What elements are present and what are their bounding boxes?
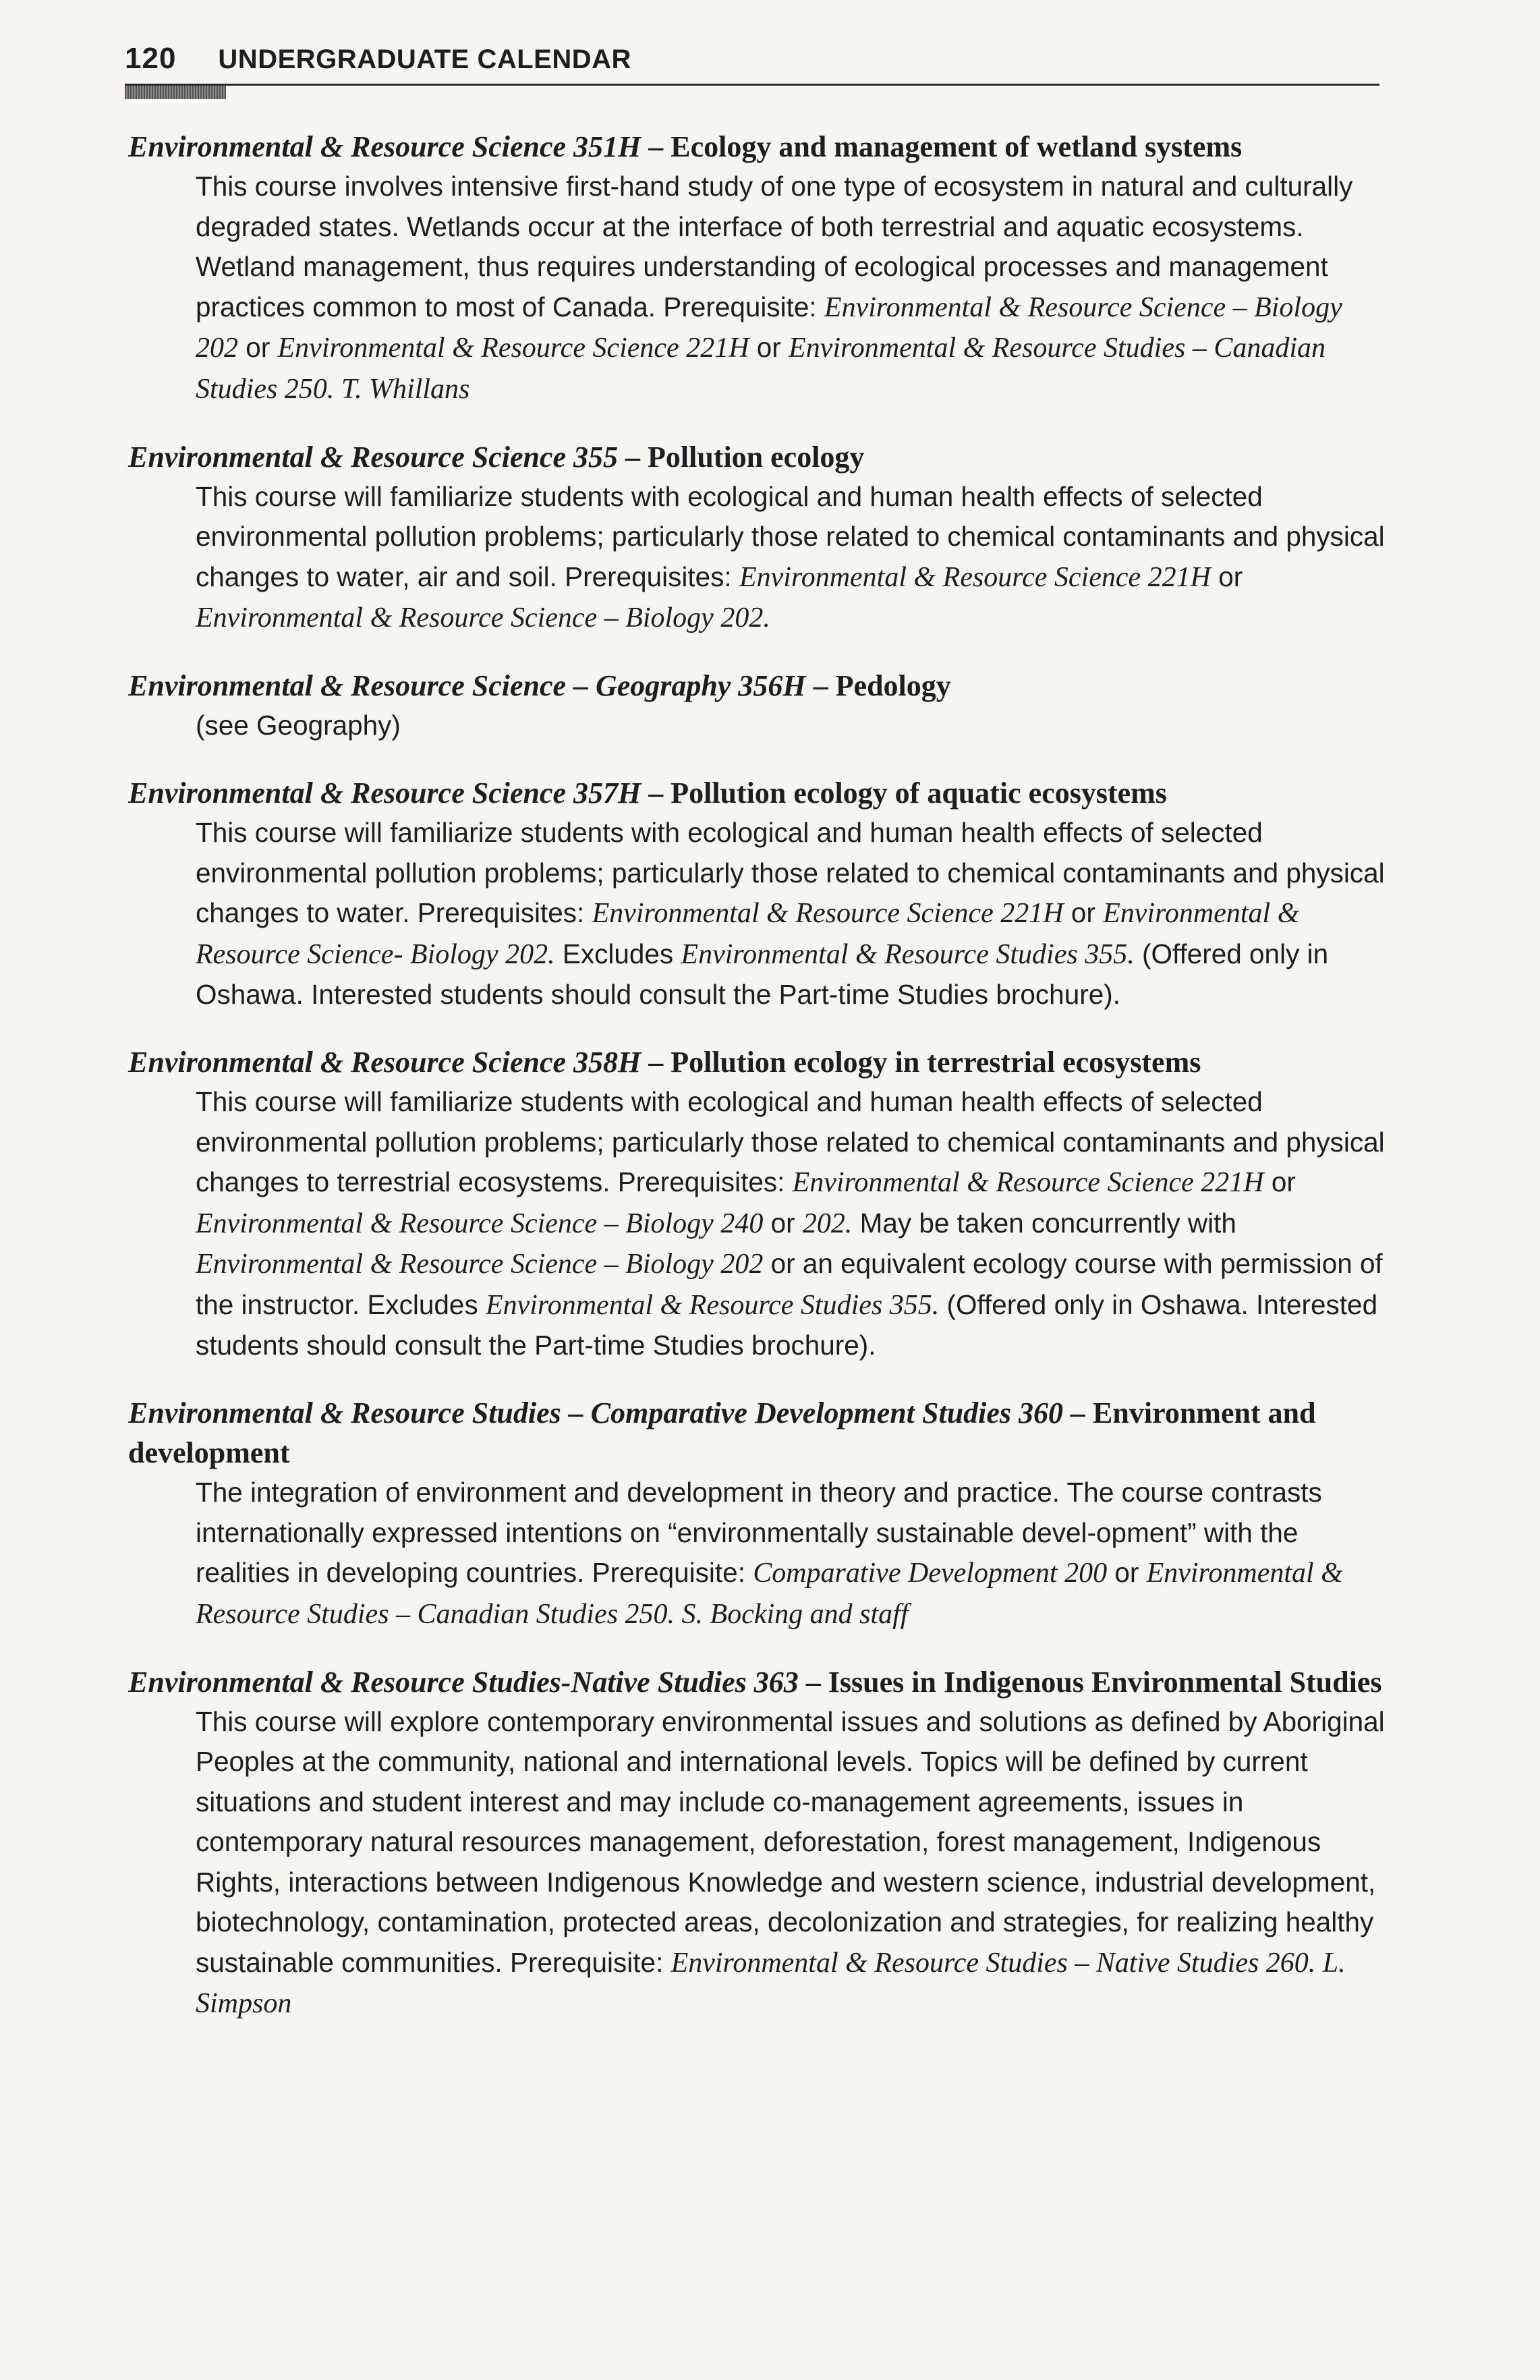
description-text: Excludes bbox=[554, 938, 681, 969]
course-title bbox=[128, 1662, 1386, 1702]
title-separator: – bbox=[618, 440, 648, 474]
course-name: Pedology bbox=[835, 669, 951, 702]
description-text: The integration of environment and development in theory and practice. The course contrasts internationally expressed intentions on “environmentally sustainable devel-opment” with the realities in developing countries. Prerequisite: bbox=[196, 1477, 1322, 1588]
course-reference: Comparative Development 200 bbox=[753, 1558, 1108, 1589]
course-description bbox=[196, 813, 1386, 1015]
page-number: 120 bbox=[125, 42, 177, 75]
course-description bbox=[196, 1082, 1386, 1366]
course-reference: Environmental & Resource Studies 355. bbox=[681, 938, 1135, 970]
course-description bbox=[196, 1473, 1386, 1635]
title-separator: – bbox=[641, 130, 671, 163]
course-name: Ecology and management of wetland systems bbox=[671, 130, 1243, 163]
course-reference: Environmental & Resource Science 221H bbox=[792, 1167, 1264, 1198]
running-head: UNDERGRADUATE CALENDAR bbox=[218, 45, 631, 74]
course-list bbox=[128, 127, 1386, 2051]
course-code: Environmental & Resource Studies – Comparative Development Studies 360 – bbox=[128, 1396, 1086, 1429]
course-title bbox=[128, 437, 1386, 477]
description-text: This course will explore contemporary environmental issues and solutions as defined by Aboriginal Peoples at the community, national and international levels. Topics will be defined by current situations and student interest and may include co-management agreements, issues in contemporary natural resources management, deforestation, forest management, Indigenous Rights, interactions between Indigenous Knowledge and western science, industrial development, biotechnology, contamination, protected areas, decolonization and strategies, for realizing healthy sustainable communities. Prerequisite: bbox=[196, 1705, 1385, 1978]
course-reference: Environmental & Resource Studies 355. bbox=[485, 1289, 940, 1321]
course-reference: Environmental & Resource Studies – Canadian Studies 250. S. Bocking and staff bbox=[196, 1558, 1343, 1630]
course-title bbox=[128, 1042, 1386, 1082]
course-description bbox=[196, 1702, 1386, 2024]
course-reference: Environmental & Resource Science 221H bbox=[739, 561, 1211, 593]
course-reference: Environmental & Resource Science – Biology 240 bbox=[196, 1208, 764, 1239]
course-entry bbox=[128, 773, 1386, 1015]
course-entry bbox=[128, 1393, 1386, 1635]
course-reference: Environmental & Resource Studies – Native Studies 260. L. Simpson bbox=[196, 1947, 1346, 2019]
course-reference: Environmental & Resource Science 221H bbox=[592, 898, 1064, 929]
course-reference: Environmental & Resource Science – Biology 202 bbox=[196, 1249, 764, 1280]
course-code: Environmental & Resource Science 355 bbox=[128, 440, 618, 474]
description-text: or an equivalent ecology course with permission of the instructor. Excludes bbox=[196, 1248, 1383, 1320]
description-text: or bbox=[1210, 561, 1243, 592]
course-title bbox=[128, 666, 1386, 706]
course-code: Environmental & Resource Studies-Native Studies 363 bbox=[128, 1665, 799, 1699]
course-reference: Environmental & Resource Studies – Canadian Studies 250. T. Whillans bbox=[196, 333, 1325, 405]
title-separator: – bbox=[641, 776, 671, 810]
course-code: Environmental & Resource Science 357H bbox=[128, 776, 641, 810]
title-separator: – bbox=[798, 1665, 828, 1699]
course-name: Pollution ecology of aquatic ecosystems bbox=[671, 776, 1167, 810]
description-text: or bbox=[763, 1207, 803, 1239]
course-code: Environmental & Resource Science 351H bbox=[128, 130, 641, 163]
course-entry bbox=[128, 666, 1386, 746]
course-title bbox=[128, 127, 1386, 167]
course-description bbox=[196, 706, 1386, 746]
course-reference: Environmental & Resource Science- Biology 202. bbox=[196, 898, 1300, 970]
course-name: Issues in Indigenous Environmental Studies bbox=[828, 1665, 1382, 1699]
page-header bbox=[125, 42, 1379, 76]
course-name: Pollution ecology in terrestrial ecosystems bbox=[671, 1046, 1201, 1079]
description-text: This course will familiarize students with ecological and human health effects of selected environmental pollution problems; particularly those related to chemical contaminants and physical changes to water, air and soil. Prerequisites: bbox=[196, 480, 1385, 592]
description-text: or bbox=[1263, 1166, 1296, 1197]
description-text: or bbox=[238, 332, 278, 363]
description-text: This course involves intensive first-hand study of one type of ecosystem in natural and culturally degraded states. Wetlands occur at the interface of both terrestrial and aquatic ecosystems. Wetland management, thus requires understanding of ecological processes and management practices common to most of Canada. Prerequisite: bbox=[196, 171, 1353, 322]
description-text: or bbox=[1063, 897, 1104, 928]
course-code: Environmental & Resource Science 358H bbox=[128, 1046, 641, 1079]
title-separator bbox=[1085, 1396, 1093, 1429]
description-text: May be taken concurrently with bbox=[852, 1207, 1236, 1239]
description-text: (Offered only in Oshawa. Interested students should consult the Part-time Studies brochure). bbox=[196, 938, 1329, 1010]
course-title bbox=[128, 1393, 1386, 1473]
description-text: or bbox=[749, 332, 789, 363]
course-description bbox=[196, 167, 1386, 409]
course-entry bbox=[128, 1042, 1386, 1366]
course-reference: 202. bbox=[802, 1208, 853, 1239]
course-entry bbox=[128, 127, 1386, 409]
course-description bbox=[196, 477, 1386, 639]
course-reference: Environmental & Resource Science – Biology 202 bbox=[196, 291, 1342, 364]
course-name: Environment and development bbox=[128, 1396, 1316, 1469]
header-rule bbox=[125, 84, 1379, 86]
title-separator: – bbox=[805, 669, 836, 702]
course-title bbox=[128, 773, 1386, 813]
description-text: or bbox=[1107, 1557, 1147, 1588]
course-reference: Environmental & Resource Science 221H bbox=[277, 333, 749, 364]
description-text: (see Geography) bbox=[196, 710, 401, 741]
course-entry bbox=[128, 1662, 1386, 2024]
course-entry bbox=[128, 437, 1386, 639]
course-reference: Environmental & Resource Science – Biology 202. bbox=[196, 602, 770, 633]
title-separator: – bbox=[641, 1046, 671, 1079]
course-code: Environmental & Resource Science – Geography 356H bbox=[128, 669, 806, 702]
description-text: This course will familiarize students with ecological and human health effects of selected environmental pollution problems; particularly those related to chemical contaminants and physical changes to water. Prerequisites: bbox=[196, 817, 1385, 928]
description-text: This course will familiarize students with ecological and human health effects of selected environmental pollution problems; particularly those related to chemical contaminants and physical changes to terrestrial ecosystems. Prerequisites: bbox=[196, 1086, 1385, 1197]
course-name: Pollution ecology bbox=[648, 440, 865, 474]
header-rule-marker bbox=[125, 86, 226, 99]
description-text: (Offered only in Oshawa. Interested students should consult the Part-time Studies brochure). bbox=[196, 1288, 1378, 1361]
